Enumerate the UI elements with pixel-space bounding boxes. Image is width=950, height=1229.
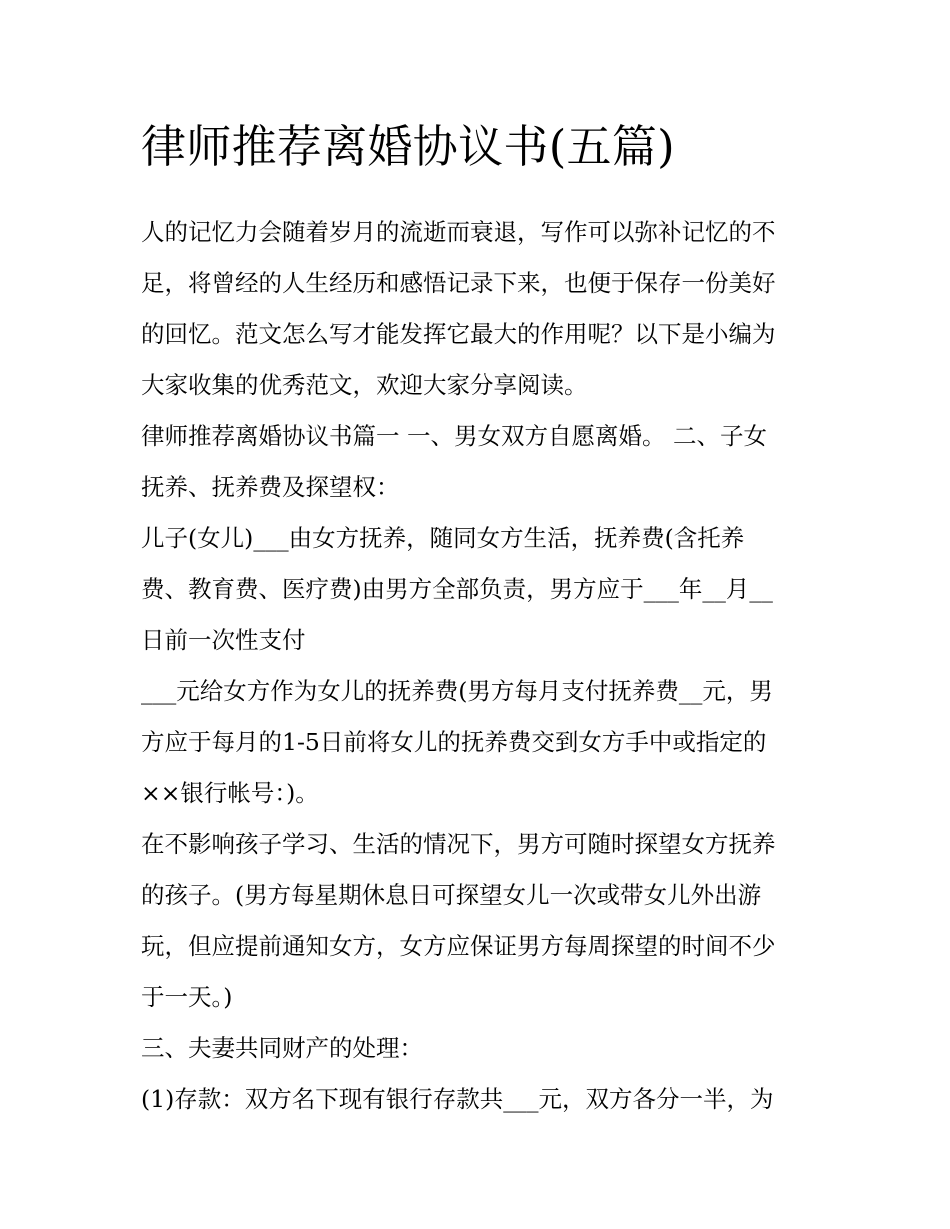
text-line: 儿子(女儿)___由女方抚养，随同女方生活，抚养费(含托养	[141, 524, 745, 552]
text-line: ××银行帐号：)。	[141, 779, 319, 807]
text-line: 律师推荐离婚协议书篇一 一、男女双方自愿离婚。 二、子女	[141, 422, 767, 450]
text-line: 足，将曾经的人生经历和感悟记录下来，也便于保存一份美好	[141, 269, 776, 297]
text-line: 方应于每月的1-5日前将女儿的抚养费交到女方手中或指定的	[141, 728, 767, 756]
paragraph-property-heading	[141, 1023, 821, 1074]
text-line: 于一天。)	[141, 983, 233, 1011]
document-title: 律师推荐离婚协议书(五篇)	[141, 120, 676, 173]
document-body	[141, 116, 821, 1125]
text-line: 玩，但应提前通知女方，女方应保证男方每周探望的时间不少	[141, 932, 776, 960]
text-line: 费、教育费、医疗费)由男方全部负责，男方应于___年__月__	[141, 575, 773, 603]
text-line: 三、夫妻共同财产的处理：	[141, 1034, 423, 1062]
text-line: 大家收集的优秀范文，欢迎大家分享阅读。	[141, 371, 588, 399]
text-line: 的回忆。范文怎么写才能发挥它最大的作用呢？以下是小编为	[141, 320, 776, 348]
text-line: 抚养、抚养费及探望权：	[141, 473, 400, 501]
text-line: (1)存款：双方名下现有银行存款共___元，双方各分一半，为	[141, 1085, 774, 1113]
paragraph-savings	[141, 1074, 821, 1125]
paragraph-child-support	[141, 666, 821, 819]
text-line: 在不影响孩子学习、生活的情况下，男方可随时探望女方抚养	[141, 830, 776, 858]
text-line: 人的记忆力会随着岁月的流逝而衰退，写作可以弥补记忆的不	[141, 218, 776, 246]
title-spacing	[141, 178, 821, 207]
paragraph-article-one	[141, 411, 821, 513]
text-line: 的孩子。(男方每星期休息日可探望女儿一次或带女儿外出游	[141, 881, 762, 909]
paragraph-visitation	[141, 819, 821, 1023]
paragraph-custody	[141, 513, 821, 666]
text-line: 日前一次性支付	[141, 626, 306, 654]
paragraph-intro	[141, 207, 821, 411]
text-line: ___元给女方作为女儿的抚养费(男方每月支付抚养费__元，男	[141, 677, 773, 705]
